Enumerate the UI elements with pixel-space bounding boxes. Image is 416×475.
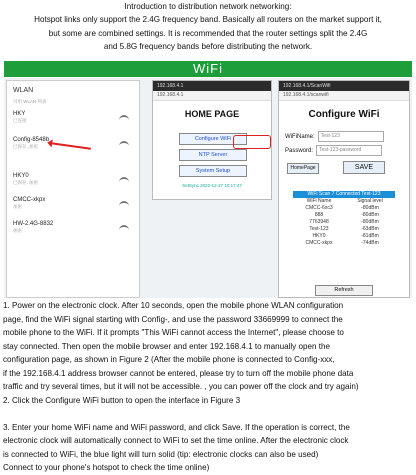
figure-panels (4, 78, 412, 298)
homepage-button[interactable]: HomePage (287, 163, 319, 174)
instruction-line: page, find the WiFi signal starting with Config-, and use the password 33669999 to connect the (3, 314, 343, 324)
wifi-signal-icon (119, 141, 129, 151)
wifi-network-item[interactable]: Config-8548b 已保存, 加密 (13, 137, 133, 159)
configure-wifi-button[interactable]: Configure WiFi (179, 133, 247, 145)
page-title: Configure WiFi (308, 109, 380, 120)
table-row[interactable]: CMCC-xkpx -74dBm (305, 240, 379, 246)
wifiname-input[interactable]: Test-123 (318, 131, 384, 142)
wifi-scan-table (293, 191, 395, 247)
instruction-line: 3. Enter your home WiFi name and WiFi password, and click Save. If the operation is correct, the (3, 422, 350, 432)
wifi-banner: WiFi (4, 61, 412, 77)
table-row[interactable]: HKY0 -81dBm (312, 233, 379, 239)
table-row[interactable]: CMCC-6xc3 -80dBm (305, 205, 379, 211)
instruction-line: mobile phone to the WiFi. If it prompts "This WiFi cannot access the Internet", please choose to (3, 328, 344, 337)
wifi-signal-icon (119, 177, 129, 187)
table-row[interactable]: 7763948 -80dBm (309, 219, 379, 225)
address-bar[interactable]: 192.168.4.1 (153, 91, 271, 101)
wifiname-row: WiFiName: Test-123 (285, 131, 384, 142)
instruction-line: electronic clock will automatically connect to WiFi to set the time online. After the electronic clock (3, 436, 349, 445)
instruction-line: configuration page, as shown in Figure 2 (After the mobile phone is connected to Config-xxx, (3, 355, 335, 364)
phone-wlan-screen (6, 80, 140, 298)
table-row[interactable]: Test-123 -63dBm (309, 226, 379, 232)
browser-tab: 192.168.4.1 (153, 81, 271, 91)
password-row: Password: Test-123-password (285, 145, 382, 156)
instructions-text (0, 299, 416, 475)
wifi-signal-icon (119, 225, 129, 235)
configure-wifi-screen (278, 80, 410, 298)
table-row[interactable]: 888 -80dBm (314, 212, 379, 218)
instruction-line: if the 192.168.4.1 address browser cannot be entered, please try to turn off the mobile phone data (3, 368, 354, 378)
instruction-line (0, 407, 416, 421)
sync-time-text: SetSync 2022-12-27 10:17:47 (182, 183, 242, 188)
system-setup-button[interactable]: System Setup (179, 165, 247, 177)
intro-line: Introduction to distribution network networking: (124, 2, 292, 11)
wifi-network-item[interactable]: HW-2.4G-8832 加密 (13, 221, 133, 243)
instruction-line: 1. Power on the electronic clock. After 10 seconds, open the mobile phone WLAN configuration (3, 301, 344, 310)
wifi-signal-icon (119, 115, 129, 125)
instruction-line: Connect to your phone's hotspot to check the time online) (3, 463, 210, 472)
instruction-line: 2. Click the Configure WiFi button to open the interface in Figure 3 (3, 395, 241, 405)
browser-tab: 192.168.4.1/ScanWifi (279, 81, 409, 91)
page-title: HOME PAGE (184, 109, 240, 119)
instruction-line: is connected to WiFi, the blue light will turn solid (tip: electronic clocks can also be used) (3, 449, 319, 459)
wifi-network-item[interactable]: HKY 已连接 (13, 111, 133, 133)
intro-line: but some are combined settings. It is recommended that the router settings split the 2.4G (48, 28, 368, 38)
save-button[interactable]: SAVE (343, 161, 385, 174)
wlan-header: WLAN (13, 87, 34, 94)
instruction-line: stay connected. Then open the mobile browser and enter 192.168.4.1 to manually open the (3, 341, 330, 351)
refresh-button[interactable]: Refresh (315, 285, 373, 296)
intro-line: Hotspot links only support the 2.4G frequency band. Basically all routers on the market support it, (34, 15, 382, 25)
intro-line: and 5.8G frequency bands before distributing the network. (103, 41, 313, 51)
password-input[interactable]: Test-123-password (316, 145, 382, 156)
highlight-circle (233, 135, 271, 149)
instruction-line: traffic and try several times, but it will not be accessible. , you can power off the clock and try again) (3, 382, 359, 391)
wifi-network-item[interactable]: HKY0 已保存, 加密 (13, 173, 133, 195)
home-page-screen (152, 80, 272, 200)
wifi-network-item[interactable]: CMCC-xkpx 加密 (13, 197, 133, 219)
address-bar[interactable]: 192.168.4.1/scanwifi (279, 91, 409, 101)
ntp-server-button[interactable]: NTP Server (179, 149, 247, 161)
table-header: WiFi Name Signal level (306, 198, 383, 204)
wlan-subheader: 可用 WLAN 列表 (13, 99, 47, 104)
wifi-signal-icon (119, 201, 129, 211)
table-caption: WiFi Scan 7 Connected Test-123 (293, 191, 395, 198)
intro-text (0, 0, 416, 53)
